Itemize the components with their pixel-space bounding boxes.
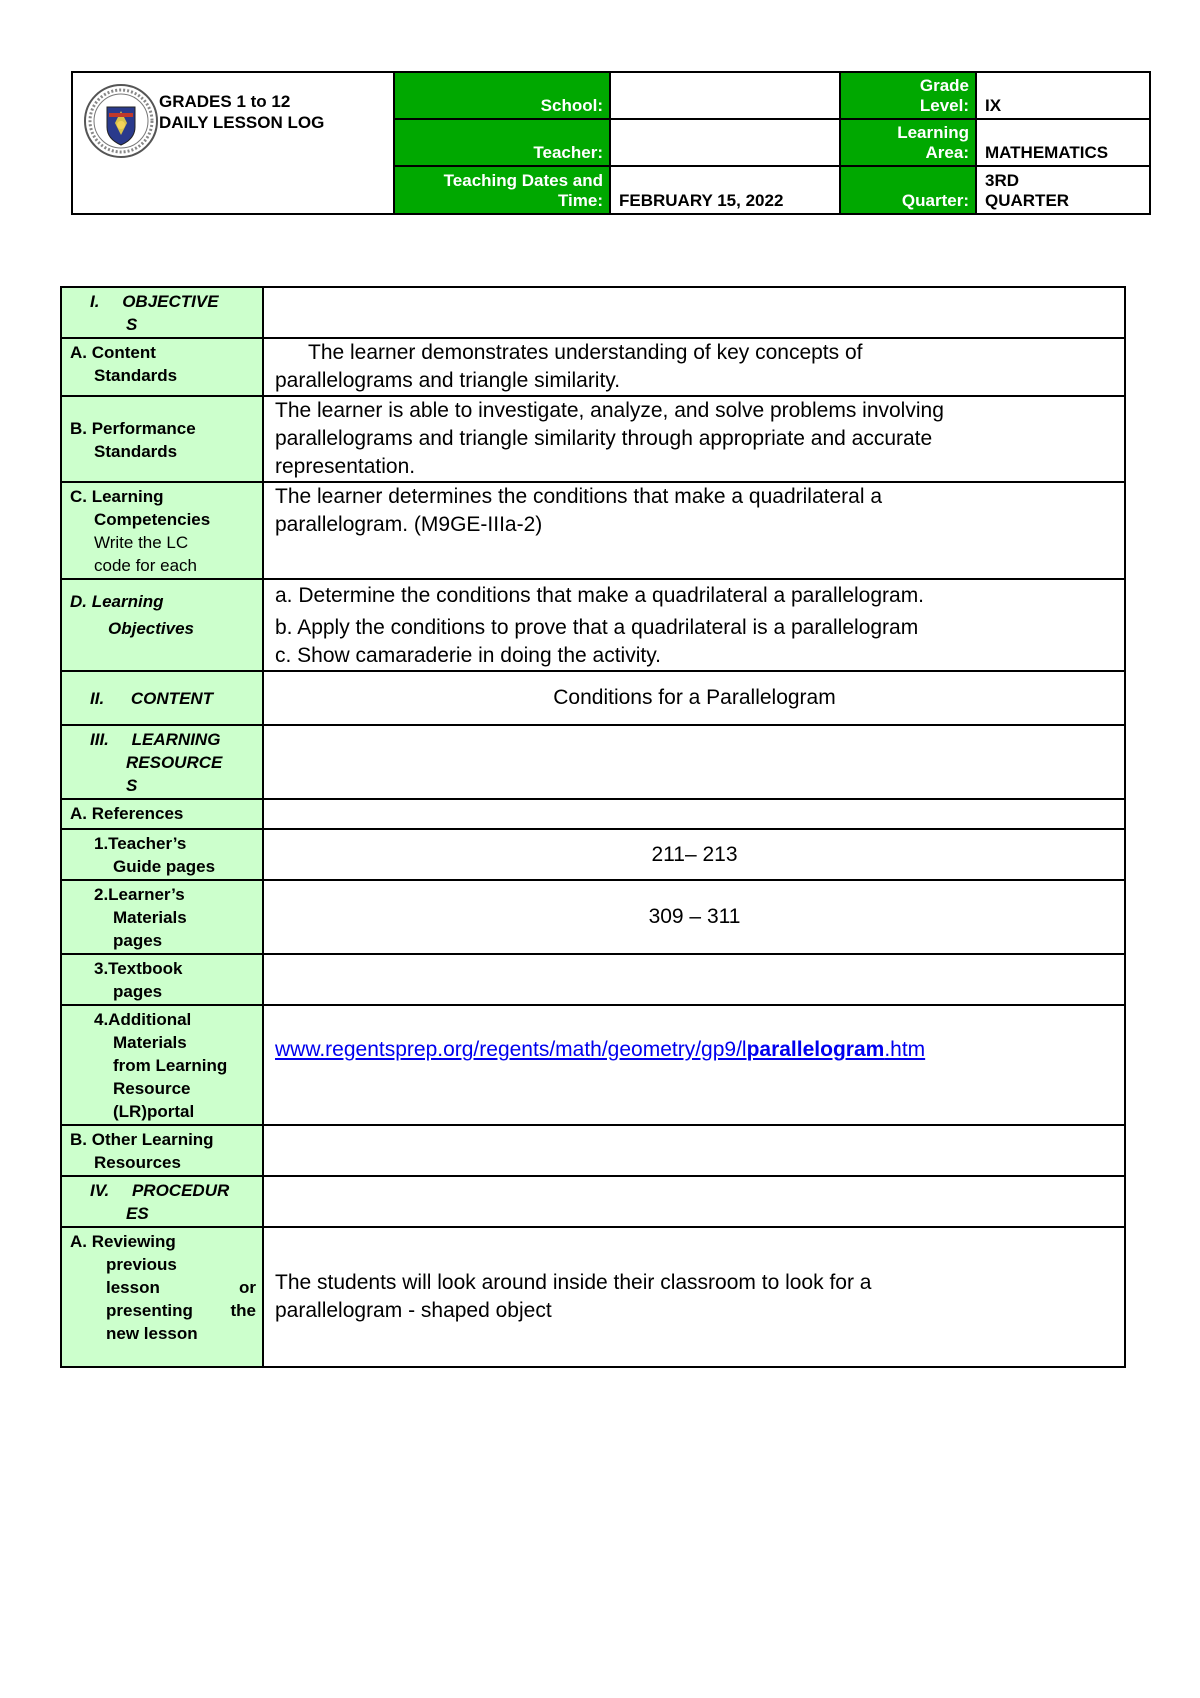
area-value: MATHEMATICS	[977, 120, 1149, 167]
other-resources-value	[263, 1125, 1125, 1176]
reviewing-text: The students will look around inside their classroom to look for a parallelogram - shaped object	[263, 1227, 1125, 1367]
header-table	[71, 71, 1151, 215]
grade-label: Grade Level:	[841, 73, 977, 120]
content-text: Conditions for a Parallelogram	[263, 671, 1125, 725]
lesson-table	[60, 286, 1126, 1368]
teacher-value	[611, 120, 841, 167]
row-learning-resources	[61, 725, 1125, 799]
school-label: School:	[395, 73, 611, 120]
objective-a: a. Determine the conditions that make a quadrilateral a parallelogram.	[275, 584, 925, 607]
learning-objectives-label: D. Learning Objectives	[61, 579, 263, 671]
performance-standards-text: The learner is able to investigate, analyze, and solve problems involving parallelograms and triangle similarity through appropriate and accurate representation.	[263, 396, 1125, 482]
lr-portal-link[interactable]: www.regentsprep.org/regents/math/geometry/gp9/lparallelogram.htm	[275, 1038, 926, 1061]
row-additional-materials	[61, 1005, 1125, 1125]
textbook-label: 3.Textbook pages	[61, 954, 263, 1005]
teachers-guide-label: 1.Teacher’s Guide pages	[61, 829, 263, 880]
deped-seal-icon	[83, 83, 159, 159]
content-label: II. CONTENT	[61, 671, 263, 725]
area-label: Learning Area:	[841, 120, 977, 167]
teacher-label: Teacher:	[395, 120, 611, 167]
objective-c: c. Show camaraderie in doing the activity.	[275, 644, 661, 667]
row-textbook	[61, 954, 1125, 1005]
teachers-guide-pages: 211– 213	[263, 829, 1125, 880]
row-other-resources	[61, 1125, 1125, 1176]
row-learners-materials	[61, 880, 1125, 954]
row-performance-standards	[61, 396, 1125, 482]
row-teachers-guide	[61, 829, 1125, 880]
competencies-label: C. Learning Competencies Write the LC code for each	[61, 482, 263, 579]
learning-resources-value	[263, 725, 1125, 799]
quarter-label: Quarter:	[841, 167, 977, 213]
procedures-label: IV. PROCEDUR ES	[61, 1176, 263, 1227]
row-content	[61, 671, 1125, 725]
quarter-value: 3RD QUARTER	[985, 171, 1070, 210]
dates-value: FEBRUARY 15, 2022	[611, 167, 841, 213]
additional-materials-link-cell	[263, 1005, 1125, 1125]
content-standards-label: A. Content Standards	[61, 338, 263, 396]
title-line-2: DAILY LESSON LOG	[159, 113, 325, 132]
row-references	[61, 799, 1125, 829]
row-competencies	[61, 482, 1125, 579]
objectives-value	[263, 287, 1125, 338]
additional-materials-label: 4.Additional Materials from Learning Resource (LR)portal	[61, 1005, 263, 1125]
procedures-value	[263, 1176, 1125, 1227]
references-label: A. References	[61, 799, 263, 829]
row-procedures	[61, 1176, 1125, 1227]
learners-materials-pages: 309 – 311	[263, 880, 1125, 954]
header-fields	[395, 73, 1149, 213]
row-learning-objectives	[61, 579, 1125, 671]
row-objectives	[61, 287, 1125, 338]
competencies-text: The learner determines the conditions that make a quadrilateral a parallelogram. (M9GE-IIIa-2)	[263, 482, 1125, 579]
learners-materials-label: 2.Learner’s Materials pages	[61, 880, 263, 954]
dates-label: Teaching Dates and Time:	[395, 167, 611, 213]
performance-standards-label: B. Performance Standards	[61, 396, 263, 482]
reviewing-label: A. Reviewing previous lesson or presenting the new lesson	[61, 1227, 263, 1367]
header-title-cell	[73, 73, 395, 213]
content-standards-text: The learner demonstrates understanding of key concepts of parallelograms and triangle similarity.	[263, 338, 1125, 396]
row-reviewing	[61, 1227, 1125, 1367]
objective-b: b. Apply the conditions to prove that a quadrilateral is a parallelogram	[275, 616, 919, 639]
title-line-1: GRADES 1 to 12	[159, 92, 291, 111]
school-value	[611, 73, 841, 120]
row-content-standards	[61, 338, 1125, 396]
learning-resources-label: III. LEARNING RESOURCE S	[61, 725, 263, 799]
grade-value: IX	[977, 73, 1149, 120]
textbook-value	[263, 954, 1125, 1005]
other-resources-label: B. Other Learning Resources	[61, 1125, 263, 1176]
objectives-label: I. OBJECTIVE S	[61, 287, 263, 338]
references-value	[263, 799, 1125, 829]
header-title	[159, 91, 324, 133]
learning-objectives-list	[263, 579, 1125, 671]
